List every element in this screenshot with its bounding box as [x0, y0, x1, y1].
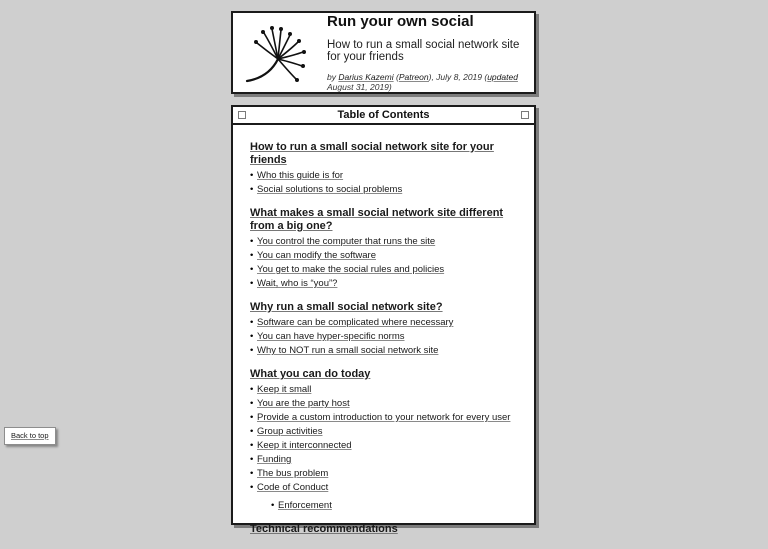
toc-item: [250, 237, 518, 247]
toc-section-heading-link[interactable]: What makes a small social network site different from a big one?: [250, 207, 504, 232]
byline-sep1: (: [393, 71, 399, 82]
toc-section-heading: [250, 141, 518, 167]
toc-title: Table of Contents: [337, 109, 430, 121]
toc-item: [250, 441, 518, 451]
toc-item-link[interactable]: You can have hyper-specific norms: [257, 331, 405, 342]
toc-section-list: [250, 385, 518, 511]
toc-item: [250, 385, 518, 395]
toc-item: [250, 185, 518, 195]
toc-item-link[interactable]: Why to NOT run a small social network site: [257, 345, 439, 356]
updated-link[interactable]: updated: [487, 71, 518, 82]
toc-item: [250, 413, 518, 423]
toc-item: [250, 483, 518, 493]
toc-item-link[interactable]: Who this guide is for: [257, 170, 344, 181]
toc-item: [250, 469, 518, 479]
toc-item-link[interactable]: You can modify the software: [257, 250, 376, 261]
toc-item: [250, 171, 518, 181]
toc-section-list: [250, 171, 518, 195]
toc-titlebar: [233, 107, 534, 125]
byline: [327, 72, 524, 92]
back-to-top-button[interactable]: [4, 427, 56, 445]
toc-item-link[interactable]: Code of Conduct: [257, 482, 329, 493]
toc-section-list: [250, 318, 518, 356]
toc-section-heading-link[interactable]: How to run a small social network site for your friends: [250, 141, 494, 166]
toc-item: [250, 427, 518, 437]
toc-item-link[interactable]: You get to make the social rules and policies: [257, 264, 445, 275]
toc-item-link[interactable]: You are the party host: [257, 398, 350, 409]
toc-corner-checkbox-left[interactable]: [238, 111, 246, 119]
byline-suffix: August 31, 2019): [327, 81, 392, 92]
toc-item: [250, 279, 518, 289]
toc-section-heading: [250, 368, 518, 381]
toc-item-link[interactable]: Wait, who is “you”?: [257, 278, 338, 289]
dandelion-icon: [245, 21, 309, 85]
toc-section-list: [250, 237, 518, 289]
toc-item: [250, 265, 518, 275]
toc-section-heading: [250, 207, 518, 233]
toc-section-heading-link[interactable]: Technical recommendations: [250, 523, 398, 535]
toc-section-heading-link[interactable]: What you can do today: [250, 368, 371, 380]
byline-sep2: ), July 8, 2019 (: [428, 71, 488, 82]
toc-corner-checkbox-right[interactable]: [521, 111, 529, 119]
author-link[interactable]: Darius Kazemi: [338, 71, 394, 82]
page-title: Run your own social: [327, 12, 474, 30]
toc-item-link[interactable]: Social solutions to social problems: [257, 184, 403, 195]
page-subtitle: How to run a small social network site for your friends: [327, 38, 520, 63]
toc-item: [250, 399, 518, 409]
toc-item-link[interactable]: Enforcement: [278, 500, 332, 511]
toc-item-link[interactable]: Provide a custom introduction to your network for every user: [257, 412, 511, 423]
patreon-link[interactable]: Patreon: [398, 71, 429, 82]
toc-item-link[interactable]: Software can be complicated where necessary: [257, 317, 454, 328]
toc-content: [233, 125, 534, 549]
toc-item-link[interactable]: Group activities: [257, 426, 323, 437]
toc-item-link[interactable]: Keep it interconnected: [257, 440, 352, 451]
back-to-top-link[interactable]: Back to top: [11, 431, 49, 440]
toc-item-link[interactable]: The bus problem: [257, 468, 329, 479]
header-card: [231, 11, 536, 94]
byline-prefix: by: [327, 71, 339, 82]
header-text: [327, 14, 524, 92]
toc-item: [271, 501, 518, 511]
toc-item-link[interactable]: Funding: [257, 454, 292, 465]
toc-item: [250, 346, 518, 356]
toc-card: [231, 105, 536, 535]
toc-item-link[interactable]: Keep it small: [257, 384, 312, 395]
toc-section-heading: [250, 301, 518, 314]
toc-item: [250, 332, 518, 342]
toc-item: [250, 455, 518, 465]
toc-item: [250, 318, 518, 328]
toc-item-link[interactable]: You control the computer that runs the site: [257, 236, 436, 247]
toc-section-heading: [250, 523, 518, 536]
toc-section-heading-link[interactable]: Why run a small social network site?: [250, 301, 443, 313]
toc-item: [250, 251, 518, 261]
